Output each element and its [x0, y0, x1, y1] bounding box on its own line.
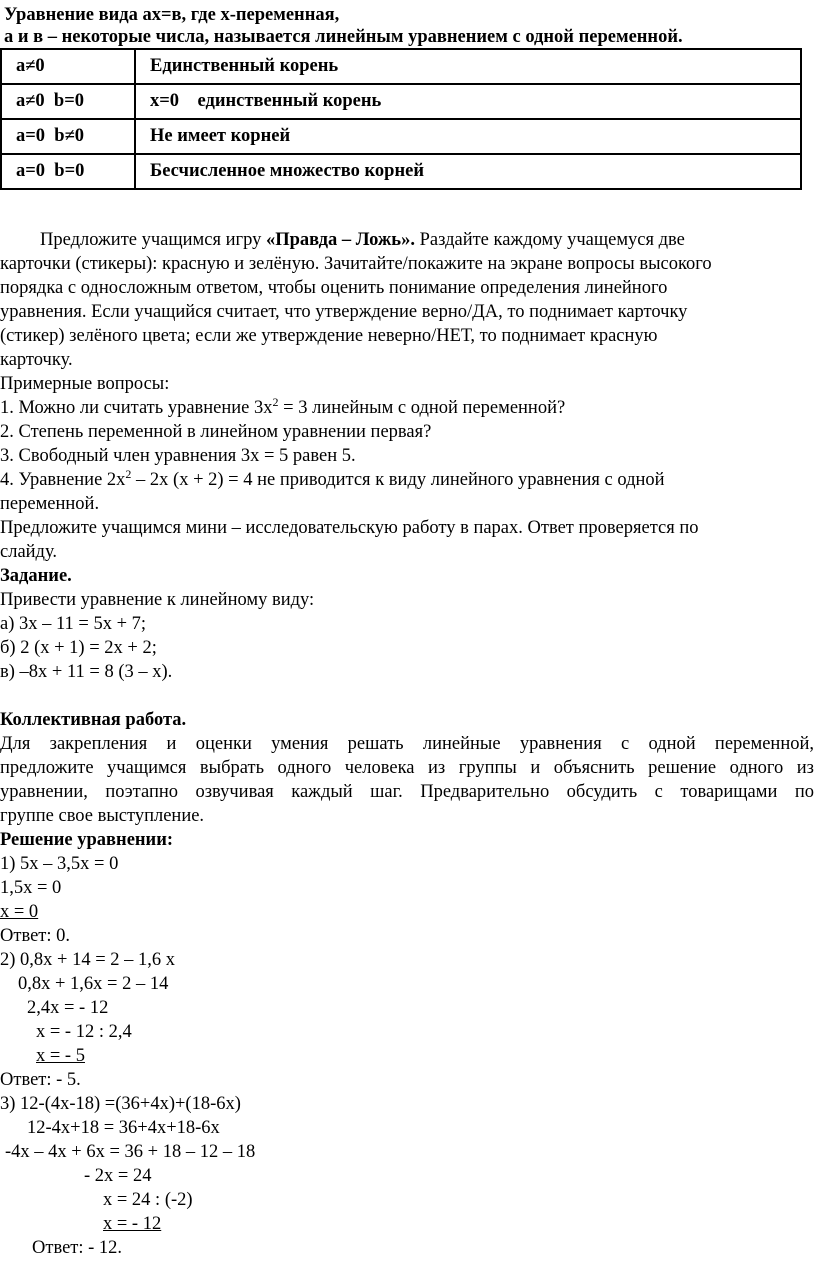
game-paragraph-line-4: уравнения. Если учащийся считает, что утверждение верно/ДА, то поднимает карточку [0, 302, 688, 322]
game-paragraph-line-3: порядка с односложным ответом, чтобы оценить понимание определения линейного [0, 278, 668, 298]
game-paragraph-line-6: карточку. [0, 350, 73, 370]
conditions-table [0, 48, 802, 190]
question-2: 2. Степень переменной в линейном уравнении первая? [0, 422, 432, 442]
collective-line-1: Для закрепления и оценки умения решать линейные уравнения с одной переменной, [0, 734, 814, 754]
condition-cell: a=0 b≠0 [1, 119, 135, 154]
solution-2-step: 2) 0,8х + 14 = 2 – 1,6 х [0, 950, 176, 970]
result-cell: Бесчисленное множество корней [135, 154, 801, 189]
game-paragraph-line-5: (стикер) зелёного цвета; если же утверждение неверно/НЕТ, то поднимает красную [0, 326, 658, 346]
game-name: «Правда – Ложь». [265, 230, 415, 250]
solutions-heading: Решение уравнении: [0, 830, 174, 850]
table-row [1, 154, 801, 189]
condition-cell: a=0 b=0 [1, 154, 135, 189]
collective-line-2: предложите учащимся выбрать одного человека из группы и объяснить решение одного из [0, 758, 814, 778]
collective-line-3: уравнении, поэтапно озвучивая каждый шаг. Предварительно обсудить с товарищами по [0, 782, 814, 802]
solution-2-step: 2,4х = - 12 [27, 998, 109, 1018]
task-item-b: б) 2 (х + 1) = 2х + 2; [0, 638, 157, 658]
solution-2-result: х = - 5 [36, 1046, 85, 1066]
solution-3-step: - 2х = 24 [84, 1166, 152, 1186]
research-line-1: Предложите учащимся мини – исследовательскую работу в парах. Ответ проверяется по [0, 518, 699, 538]
solution-3-step: х = 24 : (-2) [103, 1190, 193, 1210]
table-row [1, 119, 801, 154]
solution-1-answer: Ответ: 0. [0, 926, 71, 946]
game-paragraph-line-1: Предложите учащимся игру «Правда – Ложь». Раздайте каждому учащемуся две [40, 230, 685, 250]
task-item-a: а) 3х – 11 = 5х + 7; [0, 614, 147, 634]
solution-3-step: 3) 12-(4х-18) =(36+4х)+(18-6х) [0, 1094, 241, 1114]
solution-2-answer: Ответ: - 5. [0, 1070, 81, 1090]
research-line-2: слайду. [0, 542, 57, 562]
result-cell: x=0 единственный корень [135, 84, 801, 119]
game-paragraph-line-2: карточки (стикеры): красную и зелёную. Зачитайте/покажите на экране вопросы высокого [0, 254, 712, 274]
table-row [1, 49, 801, 84]
questions-heading: Примерные вопросы: [0, 374, 170, 394]
result-cell: Не имеет корней [135, 119, 801, 154]
condition-cell: a≠0 b=0 [1, 84, 135, 119]
table-row [1, 84, 801, 119]
solution-1-step: 1) 5х – 3,5х = 0 [0, 854, 119, 874]
question-4: 4. Уравнение $2х^2 - 2х$ (х + 2) = 4 не приводится к виду линейного уравнения с одной [0, 467, 665, 490]
question-1: 1. Можно ли считать уравнение $3х^2 = 3$ линейным с одной переменной? [0, 395, 566, 418]
task-item-c: в) –8х + 11 = 8 (3 – х). [0, 662, 173, 682]
solution-3-result: х = - 12 [103, 1214, 162, 1234]
solution-2-step: 0,8х + 1,6х = 2 – 14 [18, 974, 169, 994]
solution-3-answer: Ответ: - 12. [32, 1238, 123, 1258]
condition-cell: a≠0 [1, 49, 135, 84]
question-4-continued: переменной. [0, 494, 100, 514]
solution-1-result: х = 0 [0, 902, 39, 922]
solution-2-step: х = - 12 : 2,4 [36, 1022, 132, 1042]
solution-3-step: 12-4х+18 = 36+4х+18-6х [27, 1118, 220, 1138]
solution-1-step: 1,5х = 0 [0, 878, 62, 898]
task-intro: Привести уравнение к линейному виду: [0, 590, 315, 610]
task-heading: Задание. [0, 566, 72, 586]
question-3: 3. Свободный член уравнения 3х = 5 равен 5. [0, 446, 356, 466]
definition-line-2: а и в – некоторые числа, называется линейным уравнением с одной переменной. [4, 27, 683, 47]
result-cell: Единственный корень [135, 49, 801, 84]
definition-line-1: Уравнение вида ax=в, где x-переменная, [4, 5, 340, 25]
solution-3-step: -4х – 4х + 6х = 36 + 18 – 12 – 18 [5, 1142, 256, 1162]
collective-heading: Коллективная работа. [0, 710, 187, 730]
collective-line-4: группе свое выступление. [0, 806, 205, 826]
